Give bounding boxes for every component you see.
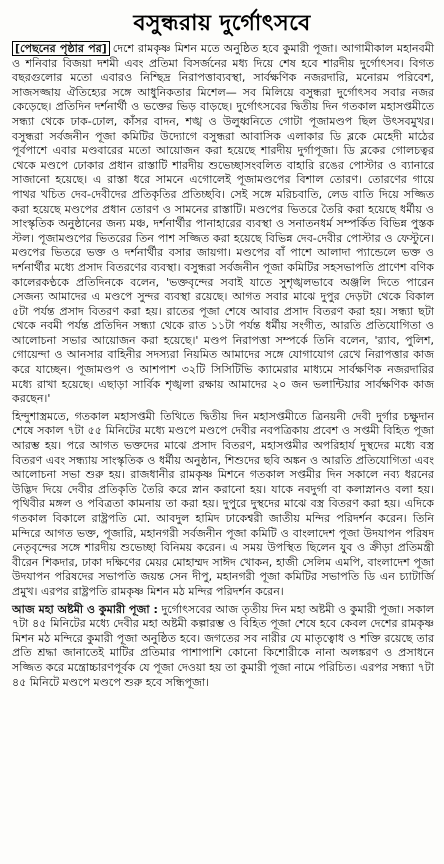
paragraph-3 bbox=[12, 603, 434, 691]
article-headline: বসুন্ধরায় দুর্গোৎসবে bbox=[133, 11, 311, 36]
paragraph-1-text: দেশে রামকৃষ্ণ মিশন মতে অনুষ্ঠিত হবে কুমারী পূজা। আগামীকাল মহানবমী ও শনিবার বিজয়া দশমী এবং প্রতিমা বিসর্জনের মধ্য দিয়ে শেষ হবে শারদীয় দুর্গোৎসব। বিগত বছরগুলোর মতো এবারও নিশ্ছিদ্র নিরাপত্তাব্যবস্থা, সার্বক্ষণিক নজরদারি, মনোরম পরিবেশ, সাজসজ্জায় ঐতিহ্যের সঙ্গে আধুনিকতার মিশেল— সব মিলিয়ে বসুন্ধরা দুর্গোৎসব সবার নজর কেড়েছে। প্রতিদিন দর্শনার্থী ও ভক্তের ভিড় বাড়ছে। দুর্গোৎসবের দ্বিতীয় দিন গতকাল মহাসপ্তমীতে সন্ধ্যা থেকে ঢাক-ঢোল, কাঁসর বাদন, শঙ্খ ও উলুধ্বনিতে গোটা পূজামণ্ডপ ছিল উৎসবমুখর। বসুন্ধরা সর্বজনীন পূজা কমিটির উদ্যোগে বসুন্ধরা আবাসিক এলাকার ডি ব্লকে মেহেদী মাঠের পূর্বপাশে এবার মণ্ডবারের মতো আয়োজন করা হয়েছে শারদীয় দুর্গাপূজা। ডি ব্লকের গোলচত্বর থেকে মণ্ডপে ঢোকার প্রধান রাস্তাটি শারদীয় শুভেচ্ছাসংবলিত বাহারি রঙের পোস্টার ও ব্যানারে সাজানো হয়েছে। এ রাস্তা ধরে সামনে এগোলেই পূজামণ্ডপের বিশাল তোরণ। তোরণের গায়ে পাথর খচিত দেব-দেবীদের প্রতিকৃতির প্রতিচ্ছবি। সেই সঙ্গে মরিচবাতি, লেড বাতি দিয়ে সজ্জিত করা হয়েছে মণ্ডপের প্রধান তোরণ ও সামনের রাস্তাটি। মণ্ডপের ভিতরে তৈরি করা হয়েছে ধর্মীয় ও সাংস্কৃতিক অনুষ্ঠানের জন্য মঞ্চ, দর্শনার্থীর পানাহারের ব্যবস্থা ও সনাতনধর্ম সম্পর্কিত বিভিন্ন পুস্তক স্টল। পূজামণ্ডপের ভিতরের তিন পাশ সজ্জিত করা হয়েছে বিভিন্ন দেব-দেবীর পোস্টার ও ফেস্টুনে। মণ্ডপের ভিতরে ভক্ত ও দর্শনার্থীর বসার জায়গা। মণ্ডপের বাঁ পাশে আলাদা প্যান্ডেলে ভক্ত ও দর্শনার্থীর মধ্যে প্রসাদ বিতরণের ব্যবস্থা। বসুন্ধরা সর্বজনীন পূজা কমিটির সহসভাপতি প্রাণেশ বণিক কালেরকণ্ঠকে প্রতিদিনকে বলেন, 'ভক্তবৃন্দের সবাই যাতে সুশৃঙ্খলভাবে অঞ্জলি দিতে পারেন সেজন্য আমাদের এ মণ্ডপে সুন্দর ব্যবস্থা রয়েছে। আগত সবার মাঝে দুপুর দেড়টা থেকে বিকাল ৫টা পর্যন্ত প্রসাদ বিতরণ করা হয়। রাতের পূজা শেষে আবার প্রসাদ বিতরণ করা হয়। সন্ধ্যা ছটা থেকে নবমী পর্যন্ত প্রতিদিন সন্ধ্যা থেকে রাত ১১টা পর্যন্ত ধর্মীয় সংগীত, আরতি প্রতিযোগিতা ও আলোচনা সভার আয়োজন করা হয়েছে।' মণ্ডপ নিরাপত্তা সম্পর্কে তিনি বলেন, 'র‍্যাব, পুলিশ, গোয়েন্দা ও আনসার বাহিনীর সদস্যরা নিয়মিত আমাদের সঙ্গে যোগাযোগ রেখে নিরাপত্তার কাজ করে যাচ্ছেন। পূজামণ্ডপ ও আশপাশ ৩২টি সিসিটিভি ক্যামেরার মাধ্যমে সার্বক্ষণিক নজরদারির মধ্যে রাখা হয়েছে। এছাড়া সার্বিক শৃঙ্খলা রক্ষায় আমাদের ২০ জন ভলান্টিয়ার সার্বক্ষণিক কাজ করছেন।' bbox=[12, 42, 434, 406]
subheading-ashtami: আজ মহা অষ্টমী ও কুমারী পূজা : bbox=[12, 602, 158, 616]
paragraph-3-text: দুর্গোৎসবের আজ তৃতীয় দিন মহা অষ্টমী ও কুমারী পূজা। সকাল ৭টা ৪৫ মিনিটের মধ্যে দেবীর মহা অষ্টমী কল্পারম্ভ ও বিহিত পূজা শেষে হবে কেবল দেশের রামকৃষ্ণ মিশন মঠ মন্দিরে কুমারী পূজা অনুষ্ঠিত হবে। জগতের সব নারীর যে মাতৃত্বোধ ও শক্তি রয়েছে তার প্রতি শ্রদ্ধা জানাতেই মাটির প্রতিমার পাশাপাশি কোনো কিশোরীকে নানা অলঙ্করণ ও প্রসাধনে সজ্জিত করে মন্ত্রোচ্চারণপূর্বক যে পূজা দেওয়া হয় তা কুমারী পূজা নামে পরিচিত। এরপর সন্ধ্যা ৭টা ৪৫ মিনিটে মণ্ডপে মণ্ডপে শুরু হবে সন্ধিপূজা। bbox=[12, 602, 434, 689]
continued-from-back-page-label: [পেছনের পৃষ্ঠার পর] bbox=[12, 41, 110, 56]
paragraph-1 bbox=[12, 42, 434, 407]
paragraph-2: হিন্দুশাস্ত্রমতে, গতকাল মহাসপ্তমী তিথিতে দ্বিতীয় দিন মহাসপ্তমীতে ত্রিনয়নী দেবী দুর্গার চক্ষুদান শেষে সকাল ৭টা ৫৫ মিনিটের মধ্যে মণ্ডপে মণ্ডপে দেবীর নবপত্রিকায় প্রবেশ ও সপ্তমী বিহিত পূজা আরম্ভ হয়। পরে আগত ভক্তদের মাঝে প্রসাদ বিতরণ, মহাসপ্তমীর অপরিহার্য দুস্থদের মধ্যে বস্ত্র বিতরণ এবং সন্ধ্যায় সাংস্কৃতিক ও ধর্মীয় অনুষ্ঠান, শিশুদের ছবি অঙ্কন ও আরতি প্রতিযোগিতা এবং আলোচনা সভা শুরু হয়। রাজধানীর রামকৃষ্ণ মিশনে গতকাল সপ্তমীর দিন সকালে নব্য ধরনের উদ্ভিদ দিয়ে দেবীর প্রতিকৃতি তৈরি করে স্নান করানো হয়। যাকে নবদুর্গা বা কলাস্নানও বলা হয়। পৃথিবীর মঙ্গল ও পবিত্রতা কামনায় তা করা হয়। দুপুরে দুস্থদের মাঝে বস্ত্র বিতরণ করা হয়। এদিকে গতকাল বিকালে রাষ্ট্রপতি মো. আবদুল হামিদ ঢাকেশ্বরী জাতীয় মন্দির পরিদর্শন করেন। তিনি মন্দিরে আগত ভক্ত, পূজারি, মহানগরী সর্বজনীন পূজা কমিটি ও বাংলাদেশ পূজা উদযাপন পরিষদ নেতৃবৃন্দের সঙ্গে শারদীয় শুভেচ্ছা বিনিময় করেন। এ সময় উপস্থিত ছিলেন যুব ও ক্রীড়া প্রতিমন্ত্রী বীরেন শিকদার, ঢাকা দক্ষিণের মেয়র মোহাম্মদ সাঈদ খোকন, হাজী সেলিম এমপি, বাংলাদেশ পূজা উদযাপন পরিষদের সভাপতি জয়ন্ত সেন দীপু, মহানগরী পূজা কমিটির সভাপতি ডি এন চ্যাটার্জি প্রমুখ। এরপর রাষ্ট্রপতি রামকৃষ্ণ মিশন মঠ মন্দির পরিদর্শন করেন। bbox=[12, 409, 434, 598]
article-body bbox=[12, 42, 434, 693]
